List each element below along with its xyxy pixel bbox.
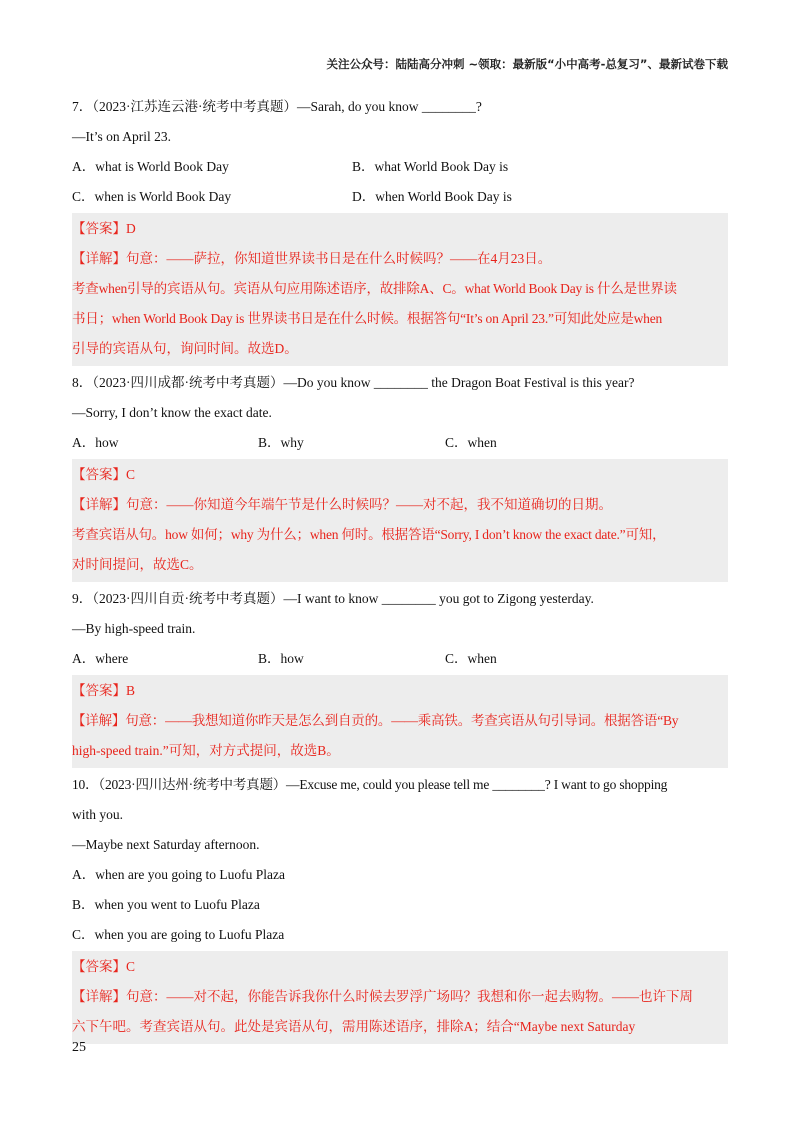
options-row	[72, 428, 728, 458]
explanation-line: 考查宾语从句。how 如何；why 为什么；when 何时。根据答语“Sorry, I don’t know the exact date.”可知，	[72, 527, 666, 542]
explanation-line: 书日；when World Book Day is 世界读书日是在什么时候。根据答句“It’s on April 23.”可知此处应是when	[72, 311, 663, 326]
option-b: B．how	[258, 651, 304, 666]
answer-label: 【答案】D	[72, 221, 136, 236]
question-10	[72, 770, 728, 1044]
explanation-line: 【详解】句意：——萨拉，你知道世界读书日是在什么时候吗？——在4月23日。	[72, 251, 552, 266]
explanation-line: 对时间提问，故选C。	[72, 557, 203, 572]
options-row	[72, 182, 728, 212]
question-stem: 7．（2023·江苏连云港·统考中考真题）—Sarah, do you know ________?	[72, 99, 482, 114]
option-c: C．when is World Book Day	[72, 189, 232, 204]
question-7	[72, 92, 728, 366]
option-b: B．what World Book Day is	[352, 159, 509, 174]
options-row	[72, 644, 728, 674]
dialogue-reply: —Maybe next Saturday afternoon.	[72, 837, 260, 852]
dialogue-reply: —By high-speed train.	[72, 621, 196, 636]
option-b: B．why	[258, 435, 304, 450]
option-d: D．when World Book Day is	[352, 189, 512, 204]
explanation-line: 【详解】句意：——对不起，你能告诉我你什么时候去罗浮广场吗？我想和你一起去购物。——也许下周	[72, 989, 693, 1004]
answer-label: 【答案】C	[72, 467, 136, 482]
options-row	[72, 152, 728, 182]
dialogue-reply: —It’s on April 23.	[72, 129, 172, 144]
page-number: 25	[72, 1040, 86, 1055]
question-list	[72, 92, 728, 1046]
option-c: C．when you are going to Luofu Plaza	[72, 927, 285, 942]
page-header: 关注公众号：陆陆高分冲刺 ~领取：最新版“小中高考-总复习”、最新试卷下载	[326, 57, 728, 71]
answer-box	[72, 213, 728, 366]
option-a: A．where	[72, 651, 129, 666]
answer-box	[72, 459, 728, 582]
answer-label: 【答案】B	[72, 683, 136, 698]
option-c: C．when	[445, 651, 497, 666]
question-stem: 9．（2023·四川自贡·统考中考真题）—I want to know ________ you got to Zigong yesterday.	[72, 591, 594, 606]
answer-box	[72, 675, 728, 768]
dialogue-reply: —Sorry, I don’t know the exact date.	[72, 405, 272, 420]
option-a: A．when are you going to Luofu Plaza	[72, 867, 285, 882]
answer-label: 【答案】C	[72, 959, 136, 974]
question-8	[72, 368, 728, 582]
explanation-line: 六下午吧。考查宾语从句。此处是宾语从句，需用陈述语序，排除A；结合“Maybe next Saturday	[72, 1019, 636, 1034]
explanation-line: 【详解】句意：——我想知道你昨天是怎么到自贡的。——乘高铁。考查宾语从句引导词。根据答语“By	[72, 713, 679, 728]
option-a: A．what is World Book Day	[72, 159, 229, 174]
option-b: B．when you went to Luofu Plaza	[72, 897, 260, 912]
explanation-line: 考查when引导的宾语从句。宾语从句应用陈述语序，故排除A、C。what World Book Day is 什么是世界读	[72, 281, 677, 296]
question-stem: 10．（2023·四川达州·统考中考真题）—Excuse me, could you please tell me ________? I want to go shopping	[72, 777, 668, 792]
question-stem: 8．（2023·四川成都·统考中考真题）—Do you know ________ the Dragon Boat Festival is this year?	[72, 375, 635, 390]
question-stem-continued: with you.	[72, 807, 124, 822]
option-a: A．how	[72, 435, 119, 450]
explanation-line: 引导的宾语从句，询问时间。故选D。	[72, 341, 298, 356]
option-c: C．when	[445, 435, 497, 450]
answer-box	[72, 951, 728, 1044]
question-9	[72, 584, 728, 768]
explanation-line: 【详解】句意：——你知道今年端午节是什么时候吗？——对不起，我不知道确切的日期。	[72, 497, 612, 512]
explanation-line: high-speed train.”可知，对方式提问，故选B。	[72, 743, 340, 758]
